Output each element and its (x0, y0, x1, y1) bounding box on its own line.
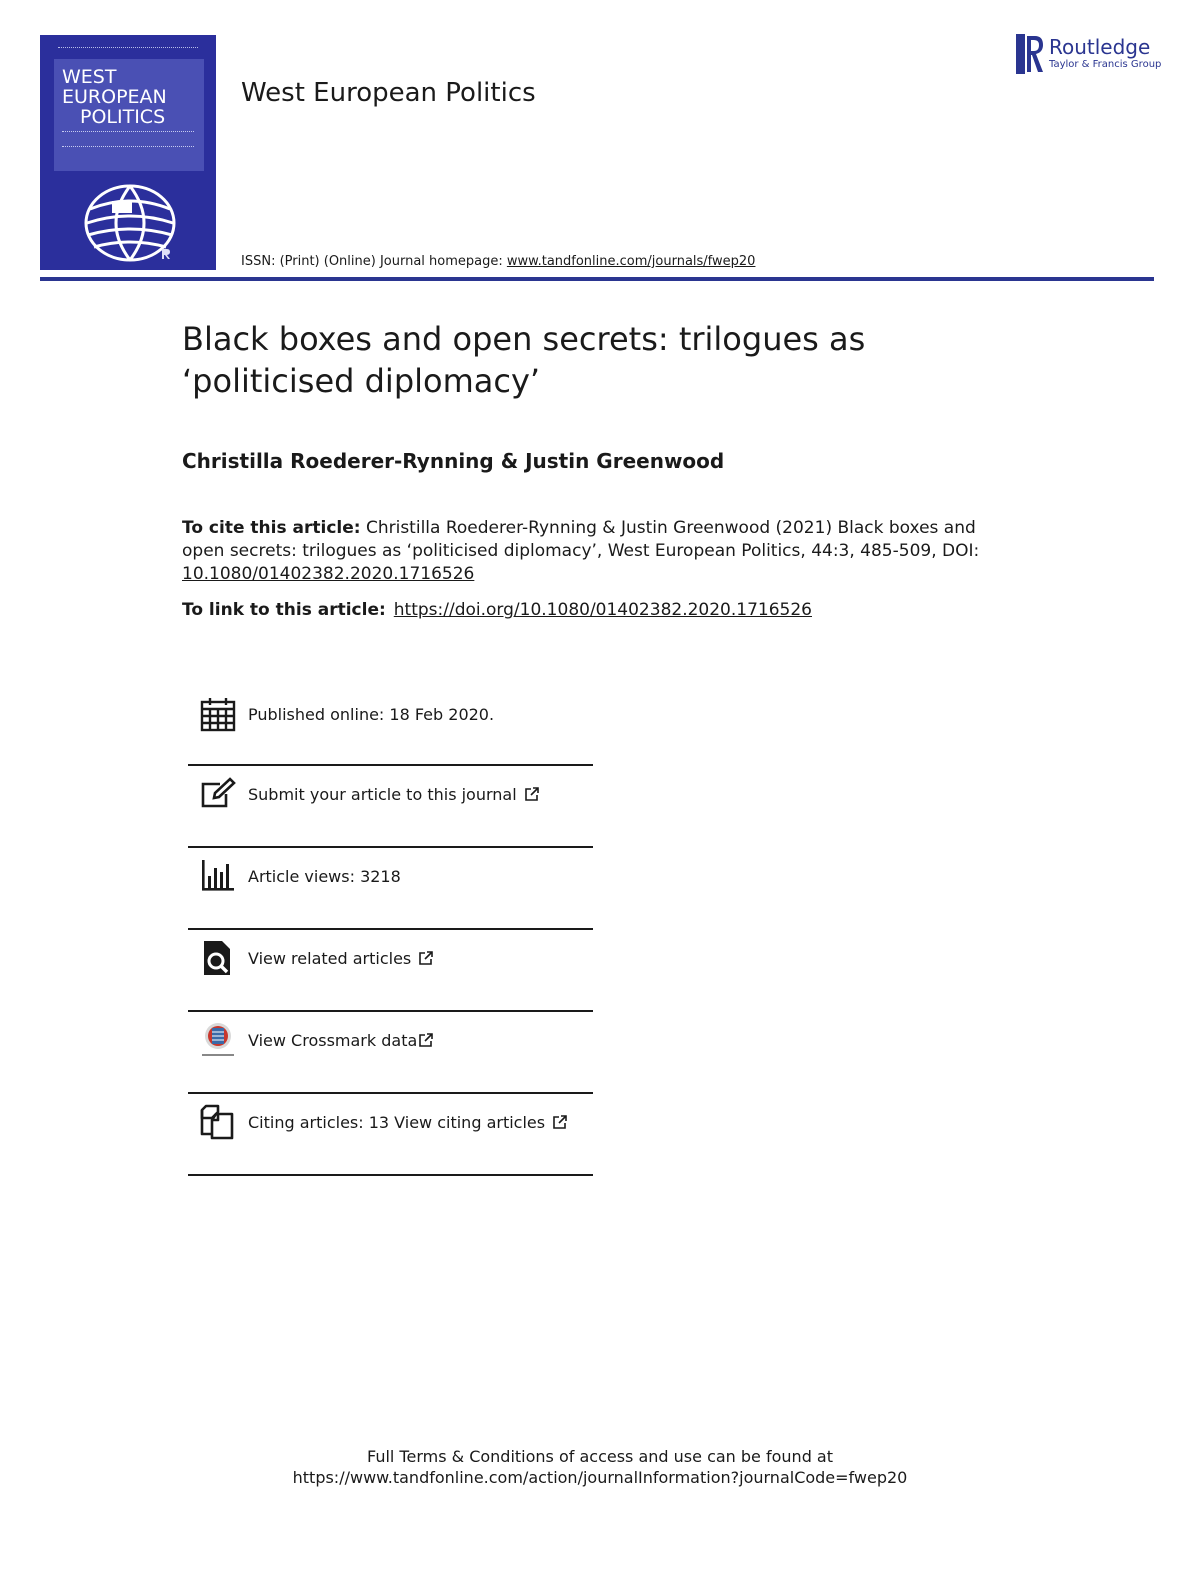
related-label: View related articles (248, 949, 412, 968)
bar-chart-icon (200, 858, 236, 894)
crossmark-link[interactable] (248, 1031, 433, 1050)
article-link-line (182, 600, 812, 620)
routledge-logo (1016, 34, 1166, 74)
footer (0, 1446, 1200, 1488)
copy-icon (200, 1104, 236, 1140)
link-label: To link to this article: (182, 600, 386, 620)
related-row[interactable] (188, 930, 593, 1012)
document-search-icon (200, 940, 236, 976)
submit-label: Submit your article to this journal (248, 785, 517, 804)
external-link-icon (419, 1033, 433, 1047)
crossmark-row[interactable] (188, 1012, 593, 1094)
footer-terms-url[interactable]: https://www.tandfonline.com/action/journalInformation?journalCode=fwep20 (292, 1468, 908, 1487)
journal-cover (40, 35, 216, 270)
cover-subtitle-lines (62, 131, 194, 147)
crossmark-label: View Crossmark data (248, 1031, 418, 1050)
view-related-link[interactable] (248, 949, 433, 968)
cover-title-line-2: EUROPEAN (62, 86, 167, 108)
crossmark-icon (200, 1022, 236, 1058)
external-link-icon (525, 787, 539, 801)
issn-line (241, 254, 755, 269)
article-info-list (188, 686, 593, 1176)
brand-subtitle: Taylor & Francis Group (1049, 59, 1162, 70)
citing-label: Citing articles: 13 View citing articles (248, 1113, 546, 1132)
article-views: Article views: 3218 (248, 867, 401, 886)
citing-row[interactable] (188, 1094, 593, 1176)
cite-doi-link[interactable]: 10.1080/01402382.2020.1716526 (182, 564, 475, 584)
submit-article-link[interactable] (248, 785, 539, 804)
external-link-icon (419, 951, 433, 965)
brand-name: Routledge (1049, 35, 1151, 59)
cover-top-line (58, 47, 198, 51)
article-title: Black boxes and open secrets: trilogues as ‘politicised diplomacy’ (182, 320, 866, 400)
citing-articles-link[interactable] (248, 1113, 567, 1132)
journal-homepage-link[interactable]: www.tandfonline.com/journals/fwep20 (506, 254, 756, 269)
published-row (188, 686, 593, 766)
edit-icon (200, 776, 236, 812)
header-divider (40, 277, 1154, 281)
views-row (188, 848, 593, 930)
citation-block (182, 517, 1002, 586)
external-link-icon (553, 1115, 567, 1129)
article-doi-link[interactable]: https://doi.org/10.1080/01402382.2020.1716526 (393, 600, 812, 620)
cover-routledge-icon (161, 248, 171, 260)
journal-name: West European Politics (241, 78, 536, 108)
cover-title-line-1: WEST (62, 66, 117, 88)
article-authors: Christilla Roederer-Rynning & Justin Greenwood (182, 449, 725, 473)
published-date: Published online: 18 Feb 2020. (248, 705, 495, 724)
calendar-icon (200, 696, 236, 732)
routledge-r-icon (1016, 34, 1044, 74)
cite-text: Christilla Roederer-Rynning & Justin Greenwood (2021) Black boxes and open secrets: trilogues as ‘politicised diplomacy’, West European Politics, 44:3, 485-509, DOI: (182, 518, 980, 561)
footer-terms-text: Full Terms & Conditions of access and use can be found at (366, 1447, 834, 1466)
issn-text: ISSN: (Print) (Online) Journal homepage: (241, 254, 507, 269)
cite-label: To cite this article: (182, 518, 361, 538)
cover-title-line-3: POLITICS (80, 106, 166, 128)
submit-row[interactable] (188, 766, 593, 848)
